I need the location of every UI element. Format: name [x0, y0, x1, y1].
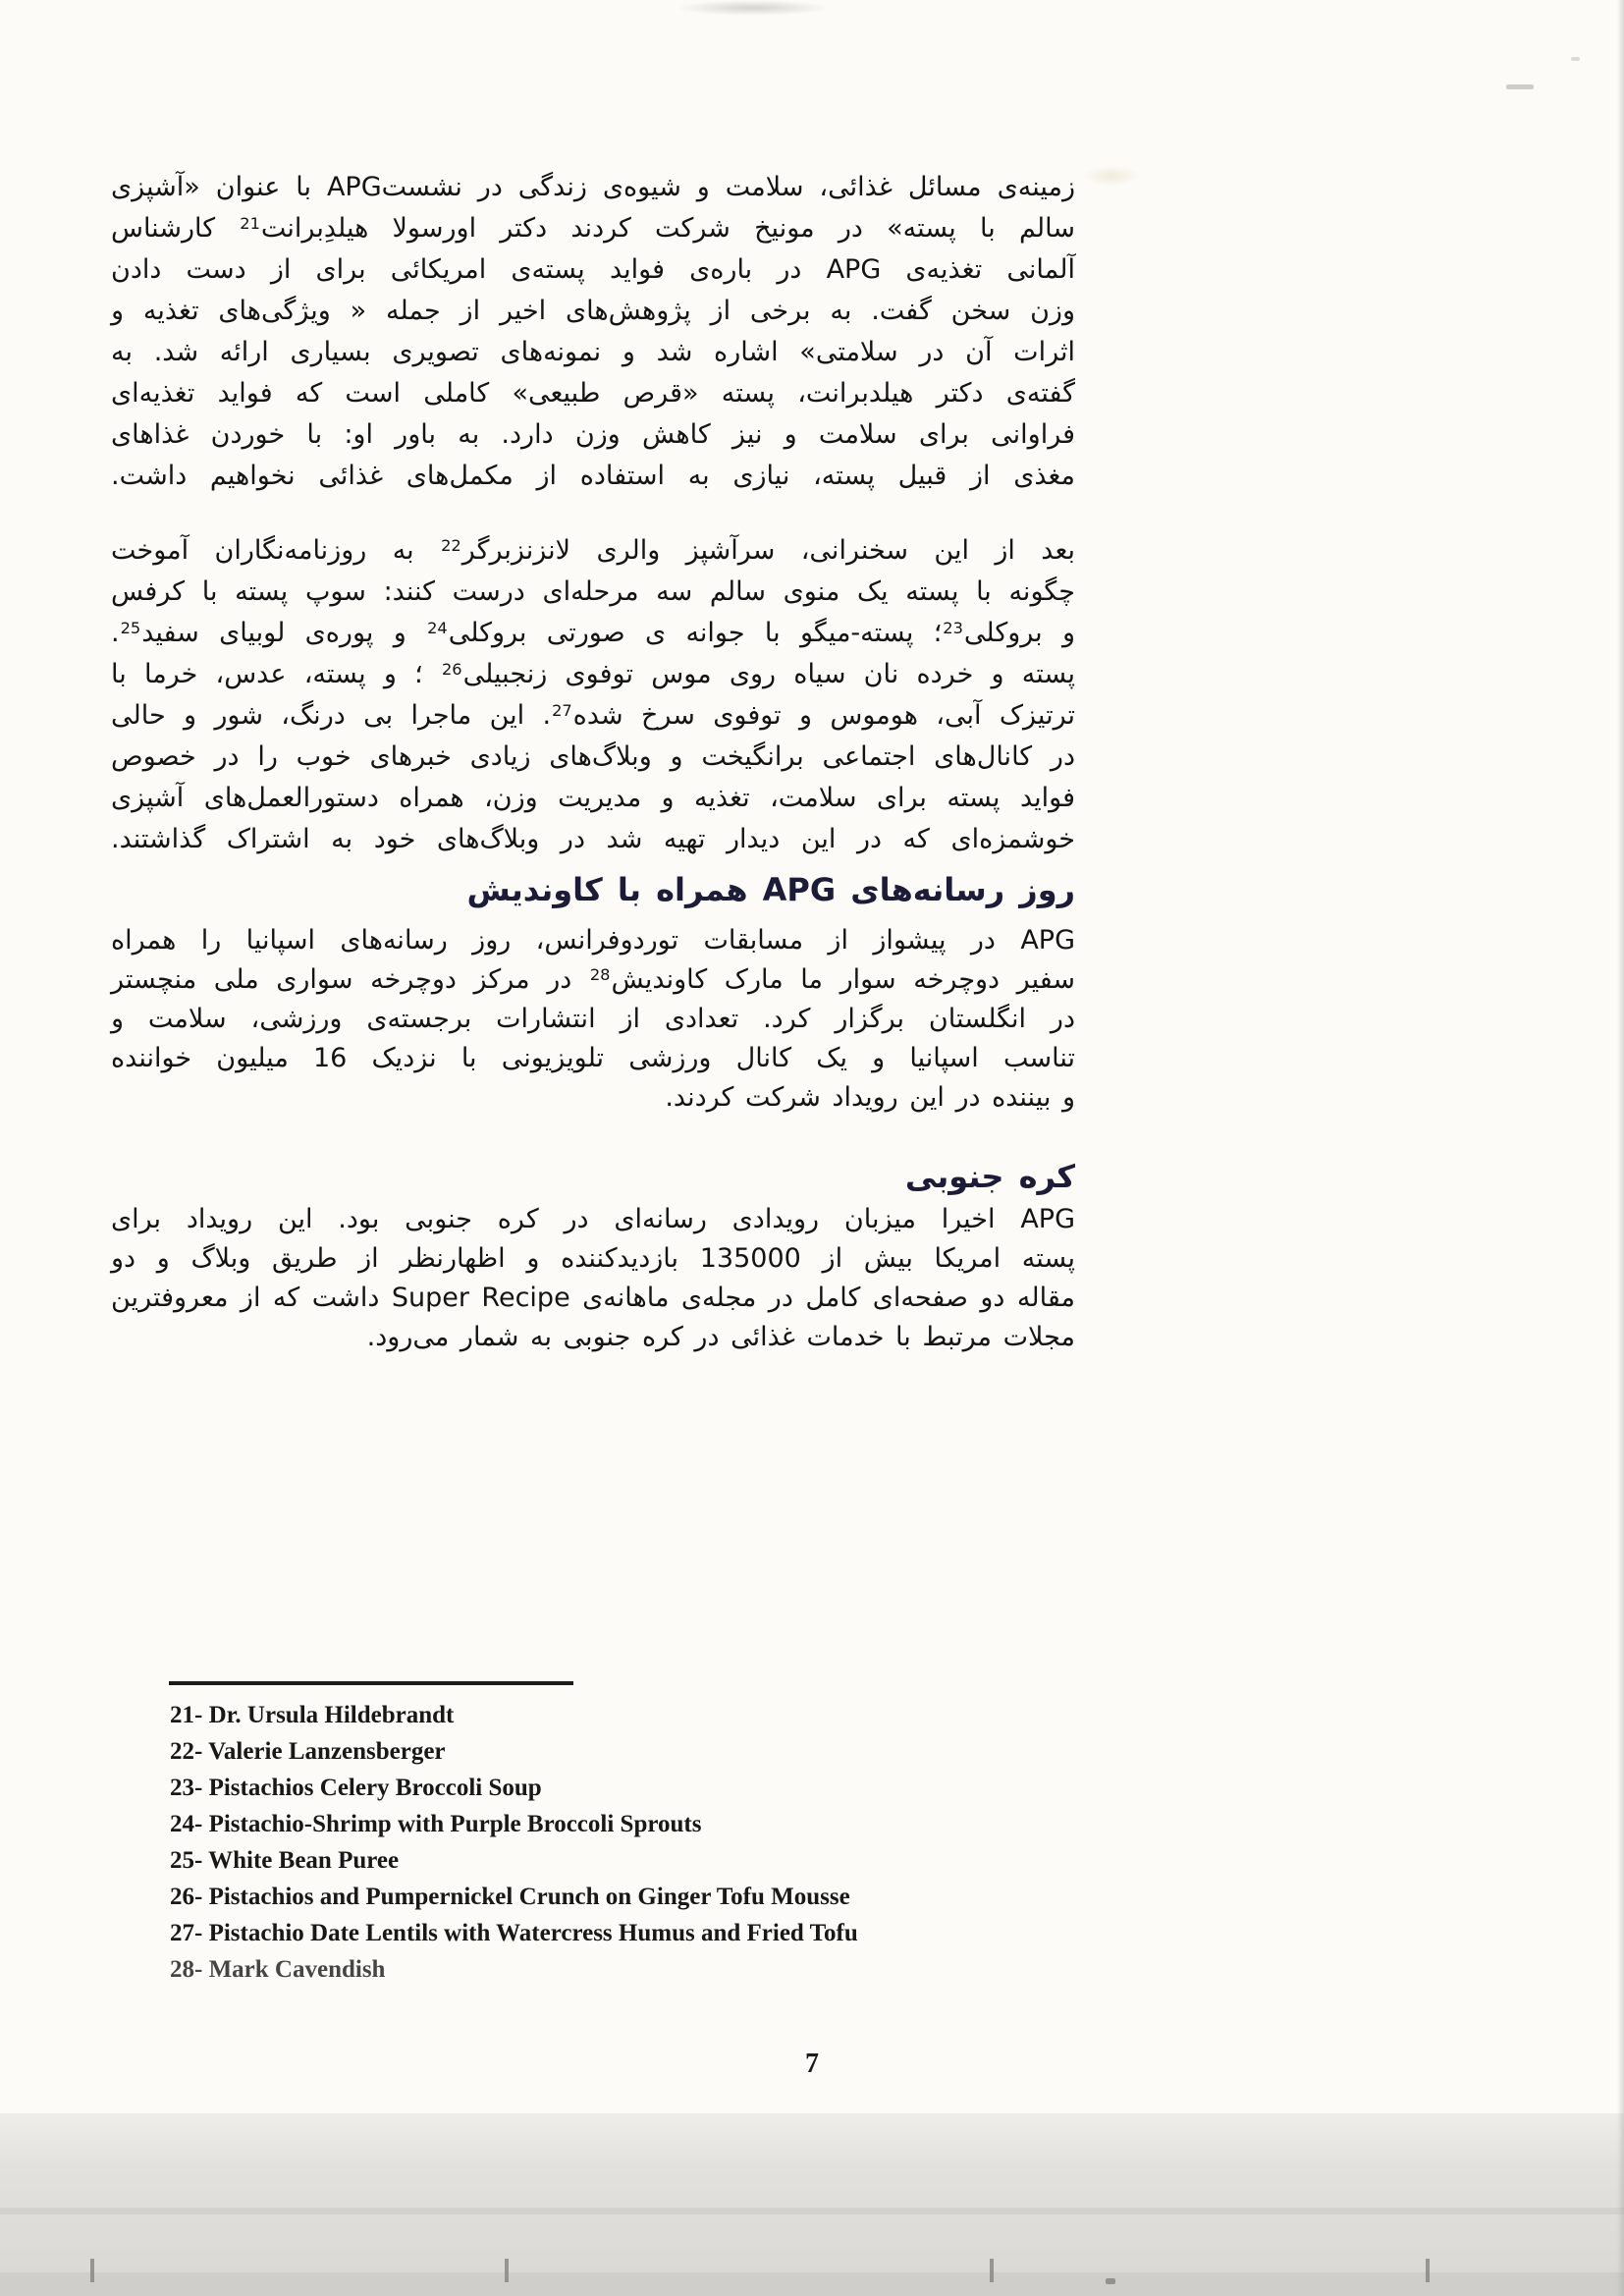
scanner-streak [0, 2208, 1624, 2214]
text-line: APG اخیرا میزبان رویدادی رسانه‌ای در کره جنوبی بود. این رویداد برای [111, 1204, 1075, 1234]
text-line: وزن سخن گفت. به برخی از پژوهش‌های اخیر از جمله « ویژگی‌های تغذیه و [111, 296, 1075, 326]
section-heading-apg-media-day-cavendish: روز رسانه‌های APG همراه با کاوندیش [466, 871, 1075, 908]
text-line: چگونه با پسته یک منوی سالم سه مرحله‌ای درست کنند: سوپ پسته با کرفس [111, 576, 1075, 607]
text-line: پسته و خرده نان سیاه روی موس توفوی زنجبیلی$^{26}$ ؛ و پسته، عدس، خرما با [111, 659, 1075, 689]
scan-tick-mark [90, 2259, 94, 2282]
scan-tick-mark [505, 2259, 509, 2282]
footnote-item: 28- Mark Cavendish [170, 1956, 386, 1983]
text-line: سالم با پسته» در مونیخ شرکت کردند دکتر اورسولا هیلدِبرانت$^{21}$ کارشناس [111, 213, 1075, 244]
footnote-item: 23- Pistachios Celery Broccoli Soup [170, 1775, 542, 1801]
scanner-bottom-band [0, 2113, 1624, 2296]
footnote-item: 25- White Bean Puree [170, 1847, 400, 1874]
text-line: سفیر دوچرخه سوار ما مارک کاوندیش$^{28}$ در مرکز دوچرخه سواری ملی منچستر [111, 964, 1075, 995]
text-line: و بیننده در این رویداد شرکت کردند. [665, 1082, 1075, 1113]
text-line: بعد از این سخنرانی، سرآشپز والری لانزنزبرگر$^{22}$ به روزنامه‌نگاران آموخت [111, 535, 1076, 566]
section-heading-south-korea: کره جنوبی [904, 1158, 1075, 1195]
text-line: فراوانی برای سلامت و نیز کاهش وزن دارد. به باور او: با خوردن غذاهای [111, 419, 1075, 450]
text-line: تناسب اسپانیا و یک کانال ورزشی تلویزیونی با نزدیک 16 میلیون خواننده [111, 1043, 1075, 1073]
text-line: خوشمزه‌ای که در این دیدار تهیه شد در وبلاگ‌های خود به اشتراک گذاشتند. [111, 824, 1075, 854]
text-line: مغذی از قبیل پسته، نیازی به استفاده از مکمل‌های غذائی نخواهیم داشت. [111, 461, 1075, 491]
footnote-item: 22- Valerie Lanzensberger [170, 1738, 446, 1765]
footnotes-list [170, 1697, 916, 1988]
scan-mark-top-right [1506, 84, 1534, 89]
footnote-divider-rule [169, 1681, 573, 1685]
scan-smudge-top [676, 0, 831, 16]
text-line: پسته امریکا بیش از 135000 بازدیدکننده و اظهارنظر از طریق وبلاگ و دو [111, 1243, 1075, 1274]
scan-tick-mark [990, 2259, 994, 2282]
scanner-bottom-edge [0, 2272, 1624, 2296]
text-line: فواید پسته برای سلامت، تغذیه و مدیریت وزن، همراه دستورالعمل‌های آشپزی [111, 783, 1075, 813]
footnote-item: 24- Pistachio-Shrimp with Purple Broccoli Sprouts [170, 1811, 702, 1837]
text-line: APG در پیشواز از مسابقات توردوفرانس، روز رسانه‌های اسپانیا را همراه [111, 925, 1075, 956]
text-line: آلمانی تغذیه‌ی APG در باره‌ی فواید پسته‌ی امریکائی برای از دست دادن [111, 254, 1075, 285]
text-line: در انگلستان برگزار کرد. تعدادی از انتشارات برجسته‌ی ورزشی، سلامت و [111, 1004, 1075, 1034]
text-line: ترتیزک آبی، هوموس و توفوی سرخ شده$^{27}$. این ماجرا بی درنگ، شور و حالی [111, 700, 1075, 731]
text-line: اثرات آن در سلامتی» اشاره شد و نمونه‌های تصویری بسیاری ارائه شد. به [111, 337, 1075, 367]
scan-speck [1106, 2278, 1115, 2284]
paragraph-chef-menu [111, 530, 1075, 860]
page-number: 7 [805, 2049, 819, 2079]
text-line: گفته‌ی دکتر هیلدبرانت، پسته «قرص طبیعی» کاملی است که فواید تغذیه‌ای [111, 378, 1075, 409]
paragraph-south-korea-event [111, 1200, 1075, 1357]
text-line: در کانال‌های اجتماعی برانگیخت و وبلاگ‌های زیادی خبرهای خوب را در خصوص [111, 741, 1075, 772]
footnote-item: 26- Pistachios and Pumpernickel Crunch on Ginger Tofu Mousse [170, 1884, 850, 1910]
scan-mark-top-right-small [1571, 57, 1580, 61]
scan-tick-mark [1426, 2259, 1430, 2282]
text-line: و بروکلی$^{23}$؛ پسته-میگو با جوانه ی صورتی بروکلی$^{24}$ و پوره‌ی لوبیای سفید$^{25}$. [111, 618, 1075, 648]
text-line: مجلات مرتبط با خدمات غذائی در کره جنوبی به شمار می‌رود. [366, 1322, 1075, 1352]
scan-smudge-middle [1082, 165, 1141, 187]
footnote-item: 21- Dr. Ursula Hildebrandt [170, 1702, 455, 1728]
paragraph-munich-session [111, 167, 1075, 497]
text-line: زمینه‌ی مسائل غذائی، سلامت و شیوه‌ی زندگی در نشستAPG با عنوان «آشپزی [111, 172, 1075, 202]
scan-edge-shadow [1617, 0, 1624, 2296]
text-line: مقاله دو صفحه‌ای کامل در مجله‌ی ماهانه‌ی Super Recipe داشت که از معروفترین [111, 1283, 1075, 1313]
footnote-item: 27- Pistachio Date Lentils with Watercress Humus and Fried Tofu [170, 1920, 858, 1946]
paragraph-spain-media-day [111, 921, 1075, 1118]
